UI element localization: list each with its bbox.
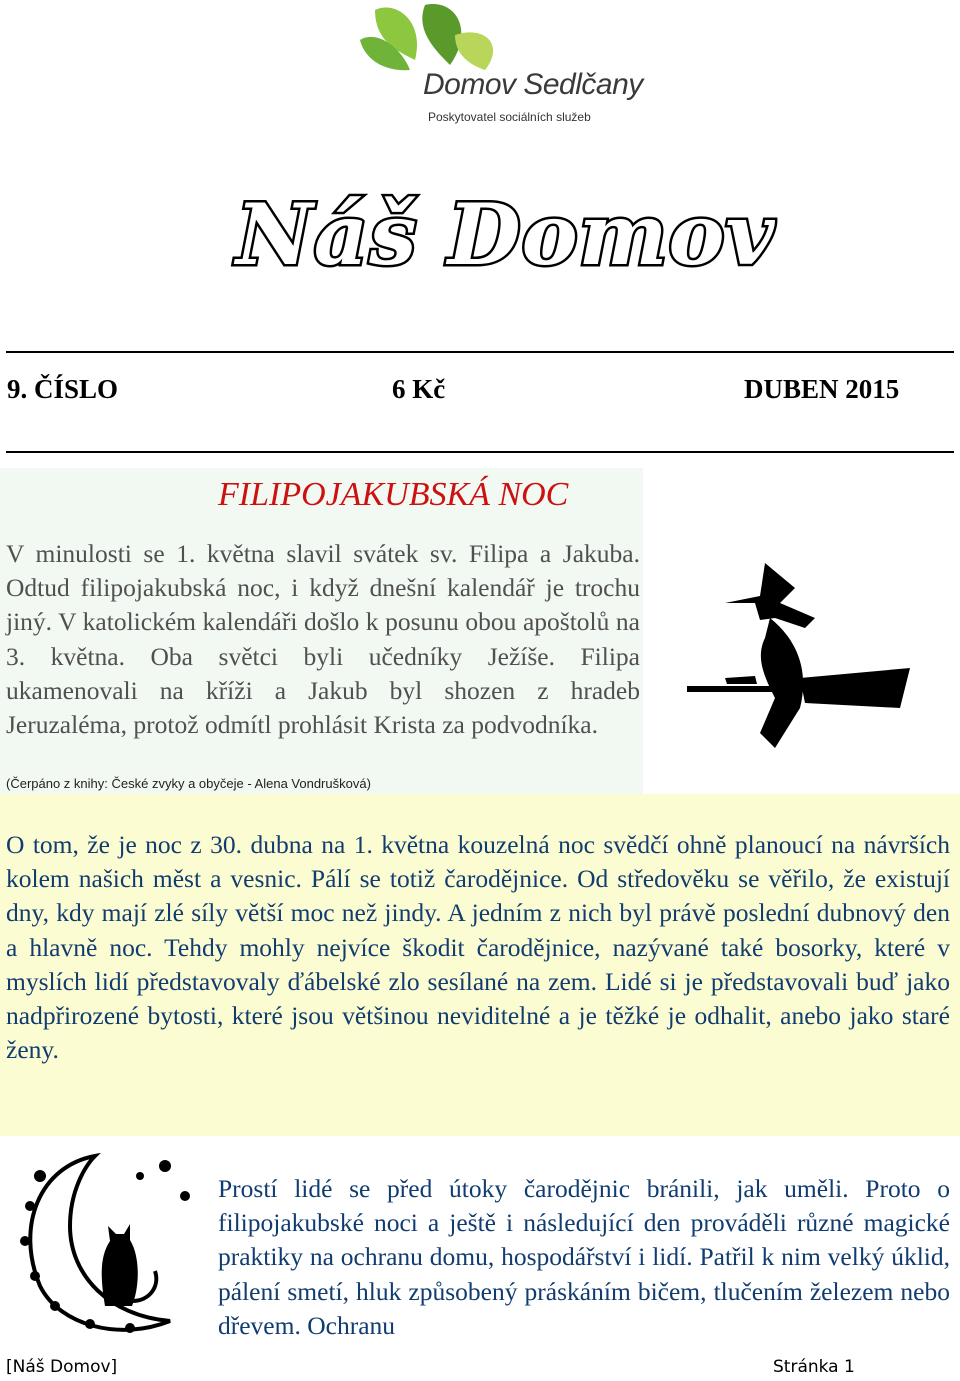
article-title: FILIPOJAKUBSKÁ NOC	[218, 476, 569, 513]
issue-date: DUBEN 2015	[744, 374, 900, 404]
article-filipojakubska	[0, 468, 643, 794]
article-source: (Čerpáno z knihy: České zvyky a obyčeje - Alena Vondrušková)	[6, 776, 371, 791]
footer-title: [Náš Domov]	[6, 1357, 118, 1377]
article-body: V minulosti se 1. května slavil svátek sv. Filipa a Jakuba. Odtud filipojakubská noc, i když dnešní kalendář je trochu jiný. V katolickém kalendáři došlo k posunu obou apoštolů na 3. května. Oba světci byli učedníky Ježíše. Filipa ukamenovali na kříži a Jakub byl shozen z hradeb Jeruzaléma, protož odmítl prohlásit Krista za podvodníka.	[6, 539, 640, 740]
moon-cat-icon	[0, 1136, 214, 1346]
issue-bar	[0, 368, 960, 412]
article2-body: O tom, že je noc z 30. dubna na 1. května kouzelná noc svědčí ohně planoucí na návrších kolem našich měst a vesnic. Pálí se totiž čarodějnice. Od středověku se věřilo, že existují dny, kdy mají zlé síly větší moc než jindy. A jedním z nich byl právě poslední dubnový den a hlavně noc. Tehdy mohly nejvíce škodit čarodějnice, nazývané také bosorky, které v myslích lidí představovaly ďábelské zlo sesílané na zem. Lidé si je představovali buď jako nadpřirozené bytosti, které jsou většinou neviditelné a je těžké je odhalit, anebo jako staré ženy.	[6, 830, 950, 1065]
issue-number: 9. ČÍSLO	[7, 374, 119, 404]
top-rule	[6, 351, 954, 353]
page-footer	[0, 1355, 960, 1381]
issue-price: 6 Kč	[392, 374, 446, 404]
logo	[355, 0, 643, 135]
bottom-rule	[6, 451, 954, 453]
masthead	[0, 175, 960, 295]
logo-name: Domov Sedlčany	[423, 68, 643, 101]
page-number: Stránka 1	[773, 1357, 855, 1377]
logo-subtitle: Poskytovatel sociálních služeb	[428, 110, 591, 124]
article3-body: Prostí lidé se před útoky čarodějnic bránili, jak uměli. Proto o filipojakubské noci a ještě i následující den prováděli různé magické praktiky na ochranu domu, hospodářství i lidí. Patřil k nim velký úklid, pálení smetí, hluk způsobený práskáním bičem, tlučením železem nebo dřevem. Ochranu	[218, 1174, 950, 1340]
witch-on-broom-icon	[685, 558, 915, 758]
newsletter-title: Náš Domov	[236, 185, 776, 284]
